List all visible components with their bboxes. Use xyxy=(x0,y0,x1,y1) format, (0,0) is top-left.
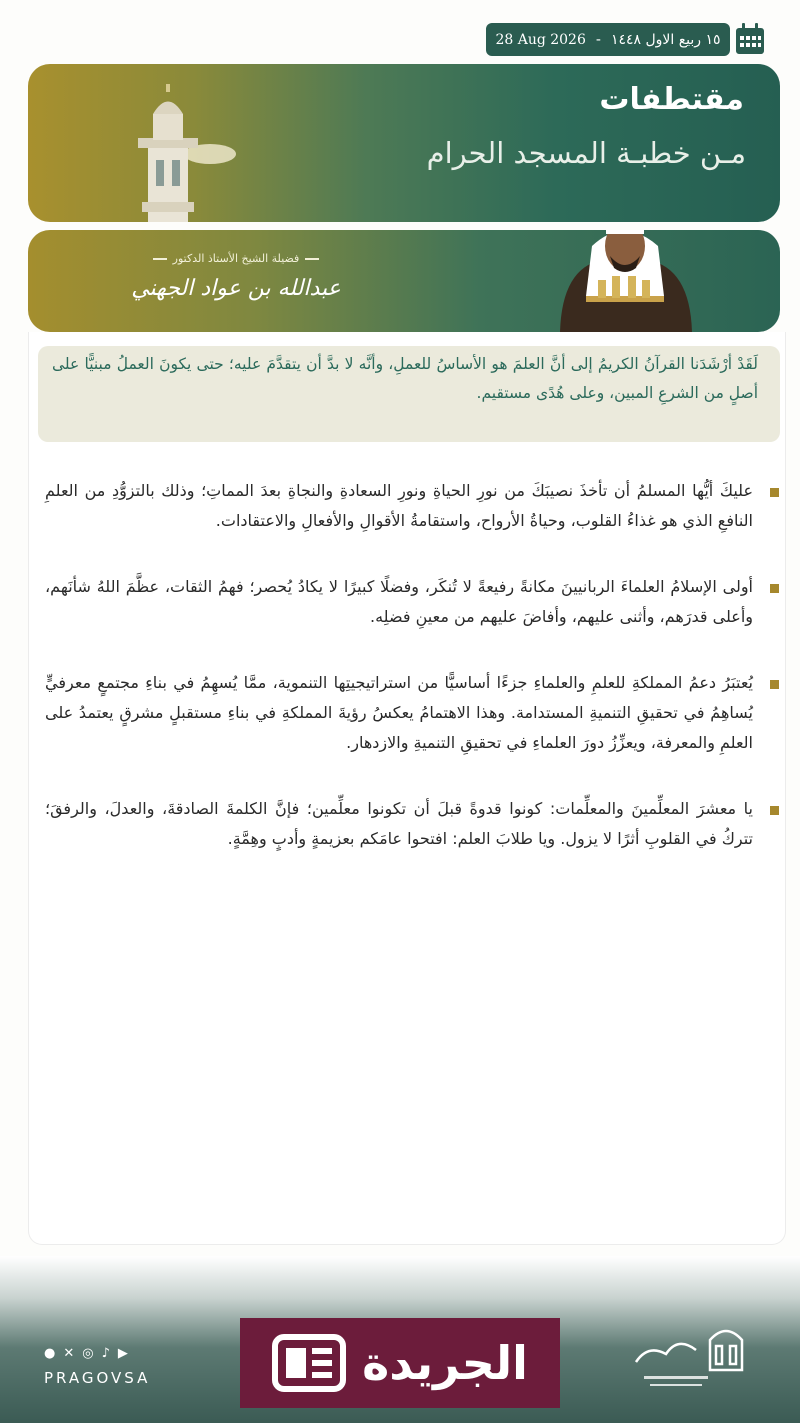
banner-title: مقتطفات xyxy=(599,82,744,117)
speaker-name: عبدالله بن عواد الجهني xyxy=(131,276,341,301)
bullet-square-icon xyxy=(770,680,779,689)
bullet-list xyxy=(45,476,767,890)
instagram-icon[interactable]: ◎ xyxy=(82,1346,94,1361)
speaker-title: فضيلة الشيخ الأستاذ الدكتور xyxy=(126,252,346,265)
bullet-square-icon xyxy=(770,488,779,497)
header-banner xyxy=(28,64,780,222)
bullet-text: عليكَ أيُّها المسلمُ أن تأخذَ نصيبَكَ من نورِ الحياةِ ونورِ السعادةِ والنجاةِ بعدَ المماتِ؛ وذلك بالتزوُّدِ من العلمِ النافعِ الذي هو غذاءُ القلوب، وحياةُ الأرواح، واستقامةُ الأقوالِ والأفعالِ والاعتقادات. xyxy=(45,481,753,530)
aljarida-logo[interactable] xyxy=(240,1318,560,1408)
date-bar xyxy=(486,23,730,56)
minaret-illustration xyxy=(98,84,238,222)
calendar-icon xyxy=(734,22,766,56)
bullet-square-icon xyxy=(770,584,779,593)
bullet-item xyxy=(45,572,767,632)
haramain-authority-logo-icon xyxy=(626,1314,756,1394)
bullet-item xyxy=(45,794,767,854)
bullet-item xyxy=(45,476,767,536)
speaker-card xyxy=(28,230,780,332)
x-icon[interactable]: ✕ xyxy=(63,1346,75,1361)
social-links xyxy=(44,1346,164,1387)
bullet-text: أولى الإسلامُ العلماءَ الربانيينَ مكانةً رفيعةً لا تُنكَر، وفضلًا كبيرًا لا يكادُ يُحصر؛ فهمُ الثقات، عظَّمَ اللهُ شأنَهم، وأعلى قدرَهم، وأثنى عليهم، وأفاضَ عليهم من معينِ فضلِه. xyxy=(45,577,753,626)
bullet-item xyxy=(45,668,767,758)
speaker-photo xyxy=(540,230,710,332)
bullet-text: يُعتبَرُ دعمُ المملكةِ للعلمِ والعلماءِ جزءًا أساسيًّا من استراتيجيتِها التنموية، ممَّا يُسهِمُ في بناءِ مجتمعٍ معرفيٍّ يُساهِمُ في تحقيقِ التنميةِ المستدامة. وهذا الاهتمامُ يعكسُ رؤيةَ المملكةِ في بناءِ مستقبلٍ مشرقٍ يعتمدُ على العلمِ والمعرفة، ويعزِّزُ دورَ العلماءِ في تحقيقِ التنميةِ والازدهار. xyxy=(45,673,753,752)
snapchat-icon[interactable]: ● xyxy=(44,1346,56,1361)
tiktok-icon[interactable]: ♪ xyxy=(101,1346,110,1361)
intro-quote: لَقَدْ أرْشَدَنا القرآنُ الكريمُ إلى أنَّ العلمَ هو الأساسُ للعملِ، وأنَّه لا بدَّ أن يتقدَّمَ عليه؛ حتى يكونَ العملُ مبنيًّا على أصلٍ من الشرعِ المبين، وعلى هُدًى مستقيم. xyxy=(38,346,780,442)
hijri-date: ١٥ ربيع الاول ١٤٤٨ xyxy=(610,31,721,48)
gregorian-date: 28 Aug 2026 xyxy=(495,31,586,48)
logo-text: الجريدة xyxy=(362,1336,528,1390)
bullet-square-icon xyxy=(770,806,779,815)
social-handle: PRAGOVSA xyxy=(44,1369,151,1387)
date-separator: - xyxy=(595,31,601,48)
youtube-icon[interactable]: ▶ xyxy=(117,1346,128,1361)
newspaper-icon xyxy=(272,1334,346,1392)
bullet-text: يا معشرَ المعلِّمينَ والمعلِّمات: كونوا قدوةً قبلَ أن تكونوا معلِّمين؛ فإنَّ الكلمةَ الصادقةَ، والعدلَ، والرفقَ؛ تتركُ في القلوبِ أثرًا لا يزول. ويا طلابَ العلم: افتحوا عامَكم بعزيمةٍ وأدبٍ وهِمَّةٍ. xyxy=(45,799,753,848)
banner-subtitle: مـن خطبـة المسجد الحرام xyxy=(426,136,746,170)
